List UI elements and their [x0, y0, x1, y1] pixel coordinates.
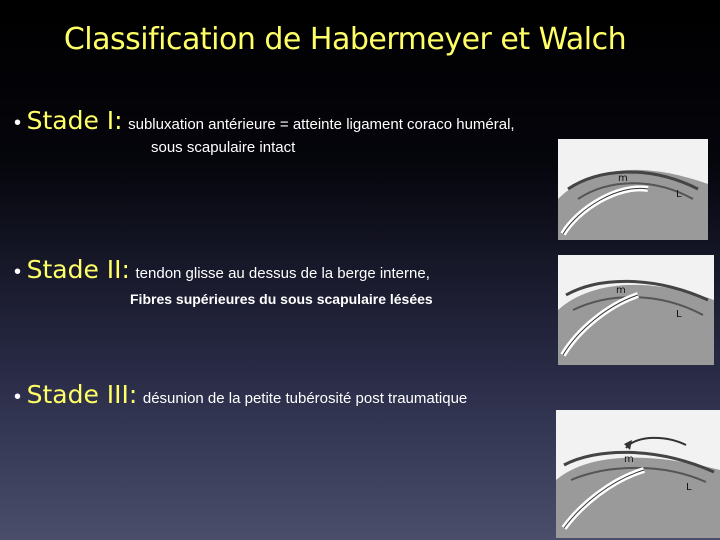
- figure-label-m: m: [624, 454, 634, 465]
- stage-1-illustration: [558, 139, 708, 240]
- stage-3-illustration: [556, 410, 720, 538]
- stage-3-item: [14, 380, 467, 409]
- figure-label-l: L: [686, 482, 692, 493]
- figure-label-l: L: [676, 189, 682, 200]
- figure-label-m: m: [618, 173, 628, 184]
- stage-3-description: désunion de la petite tubérosité post traumatique: [142, 390, 468, 407]
- stage-2-illustration: [558, 255, 714, 365]
- figure-label-m: m: [616, 285, 626, 296]
- stage-1-continuation: sous scapulaire intact: [151, 139, 296, 156]
- stage-2-description: tendon glisse au dessus de la berge interne,: [135, 265, 430, 282]
- stage-3-label: Stade III:: [26, 380, 138, 409]
- stage-1-label: Stade I:: [26, 106, 123, 135]
- stage-2-label: Stade II:: [26, 255, 130, 284]
- stage-2-continuation: Fibres supérieures du sous scapulaire lésées: [130, 291, 433, 307]
- stage-1-item: [14, 106, 515, 135]
- slide-title: Classification de Habermeyer et Walch: [63, 22, 627, 57]
- stage-2-item: [14, 255, 430, 284]
- bullet-dot: •: [14, 261, 22, 283]
- bullet-dot: •: [14, 386, 22, 408]
- stage-1-description: subluxation antérieure = atteinte ligament coraco huméral,: [128, 116, 515, 133]
- bullet-dot: •: [14, 112, 22, 134]
- figure-label-l: L: [676, 309, 682, 320]
